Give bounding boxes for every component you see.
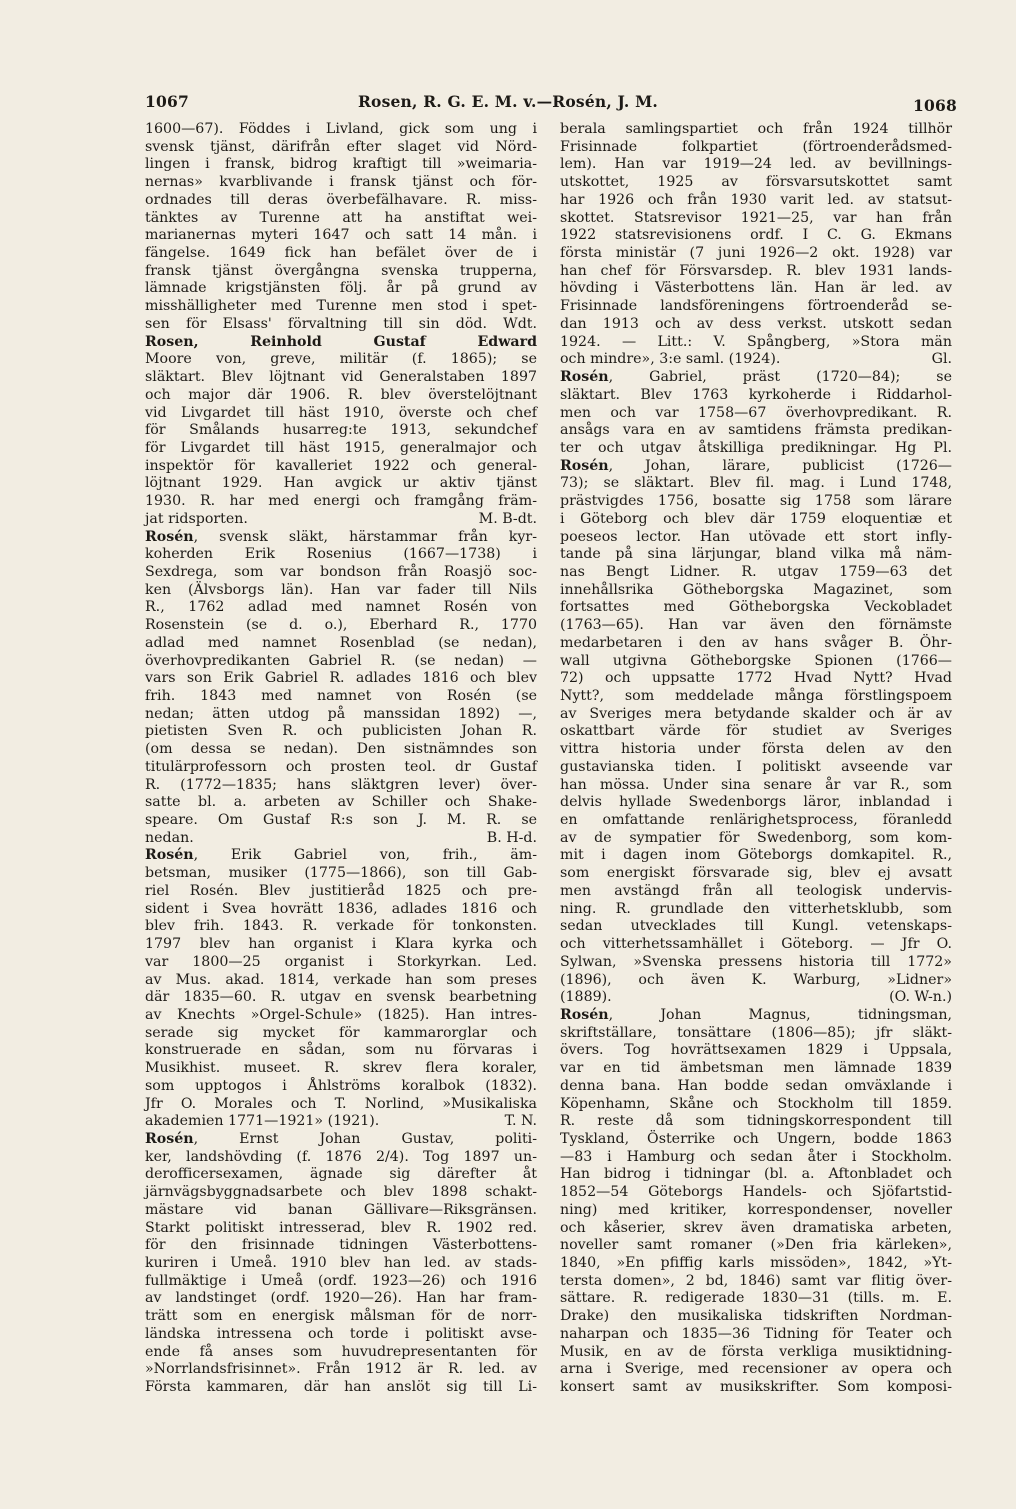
text-line: serade sig mycket för kammarorglar och [145, 1024, 537, 1041]
entry-headword: Rosén [560, 1006, 609, 1023]
text-line: sedan utvecklades till Kungl. vetenskaps- [560, 918, 952, 935]
text-line: som upptogos i Åhlströms koralbok (1832). [145, 1077, 537, 1094]
text-line: betsman, musiker (1775—1866), son till Gab- [145, 865, 537, 882]
text-line: riel Rosén. Blev justitieråd 1825 och pre- [145, 882, 537, 899]
text-line: 1600—67). Föddes i Livland, gick som ung i [145, 121, 537, 137]
text-line: sen för Elsass' förvaltning till sin död. Wdt. [145, 315, 537, 332]
text-line: överhovpredikanten Gabriel R. (se nedan) — [145, 652, 537, 669]
text-line: har 1926 och från 1930 varit led. av statsut- [560, 191, 952, 208]
text-line: 1797 blev han organist i Klara kyrka och [145, 936, 537, 953]
text-line: han mössa. Under sina senare år var R., som [560, 776, 952, 793]
text-line: järnvägsbyggnadsarbete och blev 1898 schakt- [145, 1184, 537, 1201]
text-line: pietisten Sven R. och publicisten Johan R. [145, 723, 537, 740]
text-line: trätt som en energisk målsman för de norr- [145, 1308, 537, 1325]
text-line: 73); se släktart. Blev fil. mag. i Lund 1748, [560, 475, 952, 492]
text-line: speare. Om Gustaf R:s son J. M. R. se [145, 812, 537, 829]
text-line: Frisinnade landsföreningens förtroenderåd se- [560, 298, 952, 315]
text-line: hövding i Västerbottens län. Han är led. av [560, 280, 952, 297]
text-line: där 1835—60. R. utgav en svensk bearbetning [145, 989, 537, 1006]
text-line: var en tid ämbetsman men lämnade 1839 [560, 1060, 952, 1077]
text-line: tande på sina lärjungar, bland vilka må näm- [560, 546, 952, 563]
text-line: men avstängd från all teologisk undervis- [560, 882, 952, 899]
text-line: berala samlingspartiet och från 1924 tillhör [560, 121, 952, 137]
text-line: och vitterhetssamhället i Göteborg. — Jfr O. [560, 936, 952, 953]
text-line: löjtnant 1929. Han avgick ur aktiv tjänst [145, 475, 537, 492]
text-line: i Göteborg och blev där 1759 eloquentiæ et [560, 510, 952, 527]
text-line: fortsattes med Götheborgska Veckobladet [560, 599, 952, 616]
author-signature: (O. W-n.) [889, 989, 952, 1006]
text-line: ende få anses som huvudrepresentanten för [145, 1343, 537, 1360]
text-line: konstruerade en sådan, som nu förvaras i [145, 1042, 537, 1059]
text-line: konsert samt av musikskrifter. Som komposi- [560, 1379, 952, 1396]
text-line: nas Bengt Lidner. R. utgav 1759—63 det [560, 563, 952, 580]
text-line: wall utgivna Götheborgske Spionen (1766— [560, 652, 952, 669]
text-line: men och var 1758—67 överhovpredikant. R. [560, 404, 952, 421]
text-line: Sylwan, »Svenska pressens historia till 1772» [560, 953, 952, 970]
text-line: R., 1762 adlad med namnet Rosén von [145, 599, 537, 616]
entry-headword: Rosén [560, 369, 609, 386]
text-line: adlad med namnet Rosenblad (se nedan), [145, 634, 537, 651]
text-line: prästvigdes 1756, bosatte sig 1758 som lärare [560, 493, 952, 510]
text-line: Drake) den musikaliska tidskriften Nordman- [560, 1308, 952, 1325]
text-line: satte bl. a. arbeten av Schiller och Shake- [145, 794, 537, 811]
text-line: koherden Erik Rosenius (1667—1738) i [145, 546, 537, 563]
text-line: delvis hyllade Swedenborgs läror, inblandad i [560, 794, 952, 811]
text-line: vittra historia under första delen av den [560, 741, 952, 758]
text-line: ning) med kritiker, korrespondenser, noveller [560, 1201, 952, 1218]
text-line: naharpan och 1835—36 Tidning för Teater och [560, 1325, 952, 1342]
text-line: sident i Svea hovrätt 1836, adlades 1816 och [145, 900, 537, 917]
text-line: av Sveriges mera betydande skalder och är av [560, 705, 952, 722]
text-line: 1852—54 Göteborgs Handels- och Sjöfartstid- [560, 1184, 952, 1201]
text-line: frih. 1843 med namnet von Rosén (se [145, 688, 537, 704]
text-line: Första kammaren, där han anslöt sig till Li- [145, 1379, 537, 1396]
entry-heading: Rosén, Ernst Johan Gustav, politi- [145, 1130, 537, 1147]
text-line: lingen i fransk, bidrog kraftigt till »weimaria- [145, 156, 537, 173]
text-line: Musikhist. museet. R. skrev flera koraler, [145, 1060, 537, 1077]
text-line: R. reste då som tidningskorrespondent till [560, 1113, 952, 1130]
text-line: noveller samt romaner (»Den fria kärleken», [560, 1237, 952, 1254]
left-column [145, 121, 537, 1397]
text-line: (1896), och även K. Warburg, »Lidner» [560, 971, 952, 988]
text-line: ordnades till deras överbefälhavare. R. miss- [145, 191, 537, 208]
entry-heading: Rosen, Reinhold Gustaf Edward [145, 333, 537, 350]
text-line: Nytt?, som meddelade många förstlingspoem [560, 688, 952, 704]
text-line: Sexdrega, som var bondson från Roasjö soc- [145, 563, 537, 580]
text-line: denna bana. Han bodde sedan omväxlande i [560, 1077, 952, 1094]
text-line: fransk tjänst övergångna svenska trupperna, [145, 262, 537, 279]
text-line: ländska intressena och torde i politiskt avse- [145, 1325, 537, 1342]
text-line: och mindre», 3:e saml. (1924). Gl. [560, 351, 952, 368]
text-line: släktart. Blev 1763 kyrkoherde i Riddarhol- [560, 386, 952, 403]
entry-headword: Rosén [145, 528, 194, 545]
text-line: tersta domen», 2 bd, 1846) samt var flitig över- [560, 1272, 952, 1289]
text-line: skottet. Statsrevisor 1921—25, var han från [560, 209, 952, 226]
author-signature: Gl. [931, 351, 952, 368]
text-line: vars son Erik Gabriel R. adlades 1816 och blev [145, 670, 537, 687]
entry-headword: Rosén [560, 457, 609, 474]
text-line: ken (Älvsborgs län). Han var fader till Nils [145, 581, 537, 598]
text-line: Han bidrog i tidningar (bl. a. Aftonbladet och [560, 1166, 952, 1183]
text-line: han chef för Försvarsdep. R. blev 1931 lands- [560, 262, 952, 279]
text-line: mästare vid banan Gällivare—Riksgränsen. [145, 1201, 537, 1218]
entry-headword: Rosén [145, 1130, 194, 1147]
text-line: tänktes av Turenne att ha anstiftat wei- [145, 209, 537, 226]
text-line: poeseos lector. Han utövade ett stort infly- [560, 528, 952, 545]
text-line: fullmäktige i Umeå (ordf. 1923—26) och 1916 [145, 1272, 537, 1289]
text-line: fängelse. 1649 fick han befälet över de i [145, 245, 537, 262]
text-line: första ministär (7 juni 1926—2 okt. 1928) var [560, 245, 952, 262]
text-line: och major där 1906. R. blev överstelöjtnant [145, 386, 537, 403]
text-line: innehållsrika Götheborgska Magazinet, som [560, 581, 952, 598]
text-line: arna i Sverige, med recensioner av opera och [560, 1361, 952, 1378]
text-line: kuriren i Umeå. 1910 blev han led. av stads- [145, 1255, 537, 1271]
text-line: derofficersexamen, ägnade sig därefter åt [145, 1166, 537, 1183]
text-line: nedan; ätten utdog på manssidan 1892) —, [145, 705, 537, 722]
text-line: mit i dagen inom Göteborgs domkapitel. R., [560, 847, 952, 864]
text-line: Musik, en av de första verkliga musiktidning- [560, 1343, 952, 1360]
text-line: sättare. R. redigerade 1830—31 (tills. m. E. [560, 1290, 952, 1307]
text-line: nernas» kvarblivande i fransk tjänst och för- [145, 174, 537, 191]
text-line: (om dessa se nedan). Den sistnämndes son [145, 741, 537, 758]
entry-heading: Rosén, Erik Gabriel von, frih., äm- [145, 847, 537, 864]
text-line: ter och utgav åtskilliga predikningar. Hg Pl. [560, 439, 952, 456]
text-line: medarbetaren i den av hans svåger B. Öhr- [560, 634, 952, 651]
text-line: misshälligheter med Turenne men stod i spet- [145, 298, 537, 315]
text-line: Frisinnade folkpartiet (förtroenderådsmed- [560, 138, 952, 155]
text-line: släktart. Blev löjtnant vid Generalstaben 1897 [145, 369, 537, 386]
entry-heading: Rosén, Gabriel, präst (1720—84); se [560, 369, 952, 386]
text-line: lem). Han var 1919—24 led. av bevillnings- [560, 156, 952, 173]
text-line: utskottet, 1925 av försvarsutskottet samt [560, 174, 952, 191]
author-signature: B. H-d. [486, 829, 537, 846]
entry-heading: Rosén, svensk släkt, härstammar från kyr- [145, 528, 537, 545]
text-line: blev frih. 1843. R. verkade för tonkonsten. [145, 918, 537, 935]
text-line: av de sympatier för Swedenborg, som kom- [560, 829, 952, 846]
entry-heading: Rosén, Johan, lärare, publicist (1726— [560, 457, 952, 474]
text-line: dan 1913 och av dess verkst. utskott sedan [560, 315, 952, 332]
text-line: som energiskt försvarade sig, blev ej avsatt [560, 865, 952, 882]
text-line: oskattbart värde för studiet av Sveriges [560, 723, 952, 740]
text-line: R. (1772—1835; hans släktgren lever) över- [145, 776, 537, 793]
author-signature: T. N. [504, 1113, 537, 1130]
right-page-number: 1068 [913, 96, 957, 115]
text-line: 72) och uppsatte 1772 Hvad Nytt? Hvad [560, 670, 952, 687]
text-line: —83 i Hamburg och sedan åter i Stockholm. [560, 1148, 952, 1165]
text-line: skriftställare, tonsättare (1806—85); jfr släkt- [560, 1024, 952, 1041]
text-line: marianernas myteri 1647 och satt 14 mån. i [145, 227, 537, 244]
text-line: jat ridsporten. M. B-dt. [145, 510, 537, 527]
text-line: 1924. — Litt.: V. Spångberg, »Stora män [560, 333, 952, 350]
text-line: Köpenhamn, Skåne och Stockholm till 1859. [560, 1095, 952, 1112]
text-line: lämnade krigstjänsten följ. år på grund av [145, 280, 537, 297]
text-line: Jfr O. Morales och T. Norlind, »Musikaliska [145, 1095, 537, 1112]
text-line: 1930. R. har med energi och framgång främ- [145, 493, 537, 510]
text-line: 1922 statsrevisionens ordf. I C. G. Ekmans [560, 227, 952, 244]
text-line: (1763—65). Han var även den förnämste [560, 617, 952, 634]
text-line: var 1800—25 organist i Storkyrkan. Led. [145, 953, 537, 970]
text-line: 1840, »En pfiffig karls missöden», 1842, »Yt- [560, 1255, 952, 1271]
text-line: inspektör för kavalleriet 1922 och general- [145, 457, 537, 474]
right-column [560, 121, 952, 1397]
text-line: Moore von, greve, militär (f. 1865); se [145, 351, 537, 368]
running-title: Rosen, R. G. E. M. v.—Rosén, J. M. [357, 92, 659, 111]
entry-heading: Rosén, Johan Magnus, tidningsman, [560, 1006, 952, 1023]
left-page-number: 1067 [145, 92, 189, 111]
text-line: vid Livgardet till häst 1910, överste och chef [145, 404, 537, 421]
text-line: Starkt politiskt intresserad, blev R. 1902 red. [145, 1219, 537, 1236]
text-line: Rosenstein (se d. o.), Eberhard R., 1770 [145, 617, 537, 634]
text-line: för den frisinnade tidningen Västerbottens- [145, 1237, 537, 1254]
text-line: ning. R. grundlade den vitterhetsklubb, som [560, 900, 952, 917]
text-line: ansågs vara en av samtidens främsta predikan- [560, 422, 952, 439]
text-line: för Livgardet till häst 1915, generalmajor och [145, 439, 537, 456]
text-line: av Mus. akad. 1814, verkade han som preses [145, 971, 537, 988]
text-line: för Smålands husarreg:te 1913, sekundchef [145, 422, 537, 439]
text-line: och kåserier, skrev även dramatiska arbeten, [560, 1219, 952, 1236]
entry-headword: Rosén [145, 847, 194, 864]
text-line: övers. Tog hovrättsexamen 1829 i Uppsala, [560, 1042, 952, 1059]
text-line: »Norrlandsfrisinnet». Från 1912 är R. led. av [145, 1361, 537, 1378]
text-line: av landstinget (ordf. 1920—26). Han har fram- [145, 1290, 537, 1307]
text-line: akademien 1771—1921» (1921). T. N. [145, 1113, 537, 1130]
text-line: en omfattande renlärighetsprocess, föranledd [560, 812, 952, 829]
author-signature: M. B-dt. [478, 510, 537, 527]
text-line: (1889). (O. W-n.) [560, 989, 952, 1006]
text-line: nedan. B. H-d. [145, 829, 537, 846]
text-line: titulärprofessorn och prosten teol. dr Gustaf [145, 758, 537, 775]
text-line: Tyskland, Österrike och Ungern, bodde 1863 [560, 1130, 952, 1147]
entry-headword: Rosen [145, 333, 194, 350]
text-line: ker, landshövding (f. 1876 2/4). Tog 1897 un- [145, 1148, 537, 1165]
text-line: av Knechts »Orgel-Schule» (1825). Han intres- [145, 1006, 537, 1023]
text-line: svensk tjänst, därifrån efter slaget vid Nörd- [145, 138, 537, 155]
text-line: gustavianska tiden. I politiskt avseende var [560, 758, 952, 775]
